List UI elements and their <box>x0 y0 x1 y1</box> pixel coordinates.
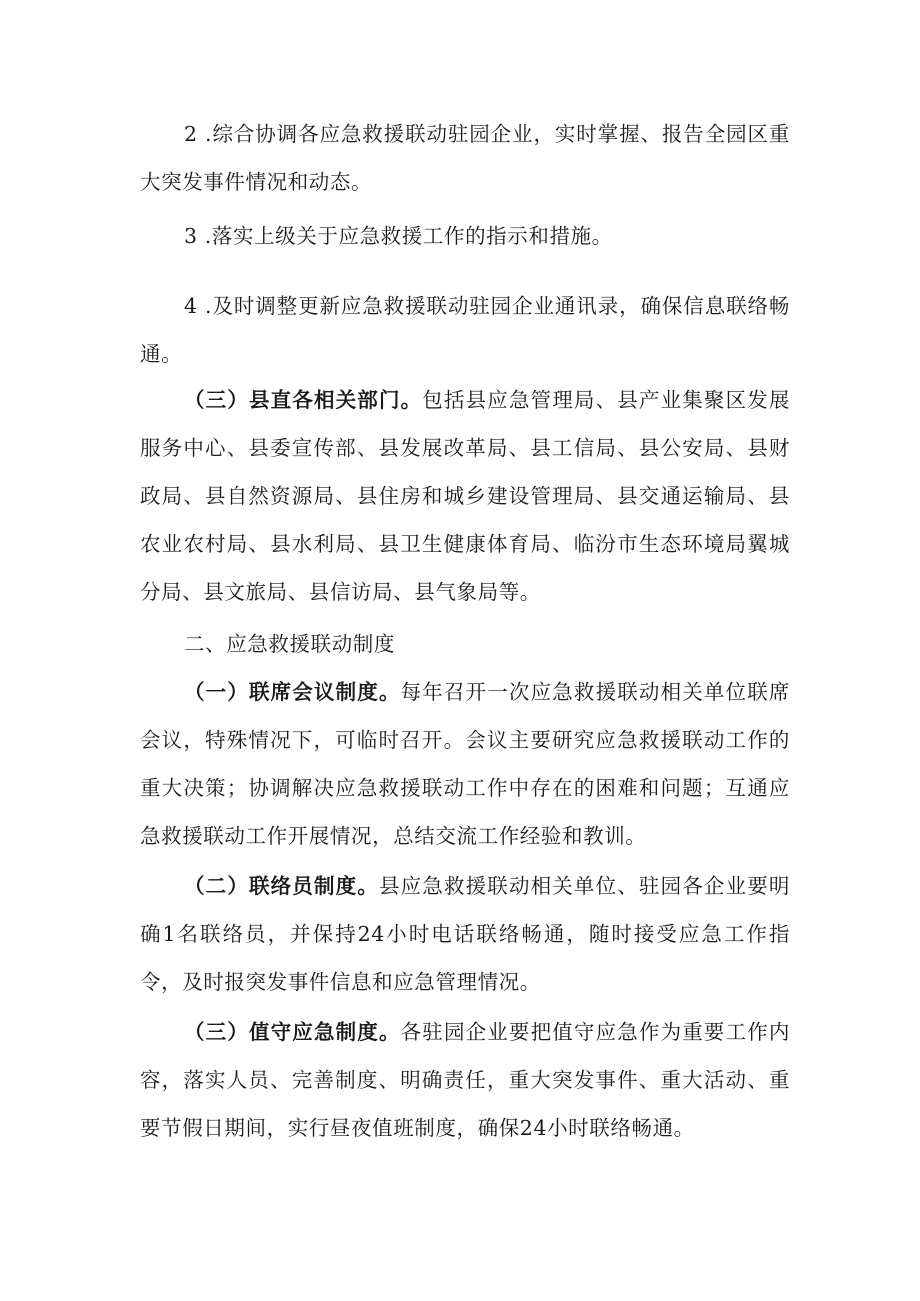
duty-title: （三）值守应急制度。 <box>184 1020 401 1044</box>
joint-meeting-body: 每年召开一次应急救援联动相关单位联席会议，特殊情况下，可临时召开。会议主要研究应急救援联动工作的重大决策；协调解决应急救援联动工作中存在的困难和问题；互通应急救援联动工作开展情况，总结交流工作经验和教训。 <box>140 680 790 848</box>
paragraph-duty <box>140 1008 790 1152</box>
paragraph-item-3 <box>140 212 790 260</box>
paragraph-item-2-text: 2 .综合协调各应急救援联动驻园企业，实时掌握、报告全园区重大突发事件情况和动态。 <box>140 122 790 194</box>
paragraph-departments <box>140 376 790 616</box>
paragraph-item-2 <box>140 110 790 206</box>
liaison-body: 县应急救援联动相关单位、驻园各企业要明确1名联络员，并保持24小时电话联络畅通，随时接受应急工作指令，及时报突发事件信息和应急管理情况。 <box>140 874 790 994</box>
liaison-title: （二）联络员制度。 <box>184 874 379 898</box>
paragraph-item-4-text: 4 .及时调整更新应急救援联动驻园企业通讯录，确保信息联络畅通。 <box>140 294 790 366</box>
departments-body: 包括县应急管理局、县产业集聚区发展服务中心、县委宣传部、县发展改革局、县工信局、县公安局、县财政局、县自然资源局、县住房和城乡建设管理局、县交通运输局、县农业农村局、县水利局、县卫生健康体育局、临汾市生态环境局翼城分局、县文旅局、县信访局、县气象局等。 <box>140 388 790 604</box>
paragraph-joint-meeting <box>140 668 790 860</box>
paragraph-item-3-text: 3 .落实上级关于应急救援工作的指示和措施。 <box>184 224 613 248</box>
paragraph-liaison <box>140 862 790 1006</box>
joint-meeting-title: （一）联席会议制度。 <box>184 680 401 704</box>
paragraph-item-4 <box>140 282 790 378</box>
duty-body: 各驻园企业要把值守应急作为重要工作内容，落实人员、完善制度、明确责任，重大突发事件、重大活动、重要节假日期间，实行昼夜值班制度，确保24小时联络畅通。 <box>140 1020 790 1140</box>
departments-title: （三）县直各相关部门。 <box>184 388 423 412</box>
section-2-heading <box>140 620 790 668</box>
section-2-heading-text: 二、应急救援联动制度 <box>184 632 395 656</box>
